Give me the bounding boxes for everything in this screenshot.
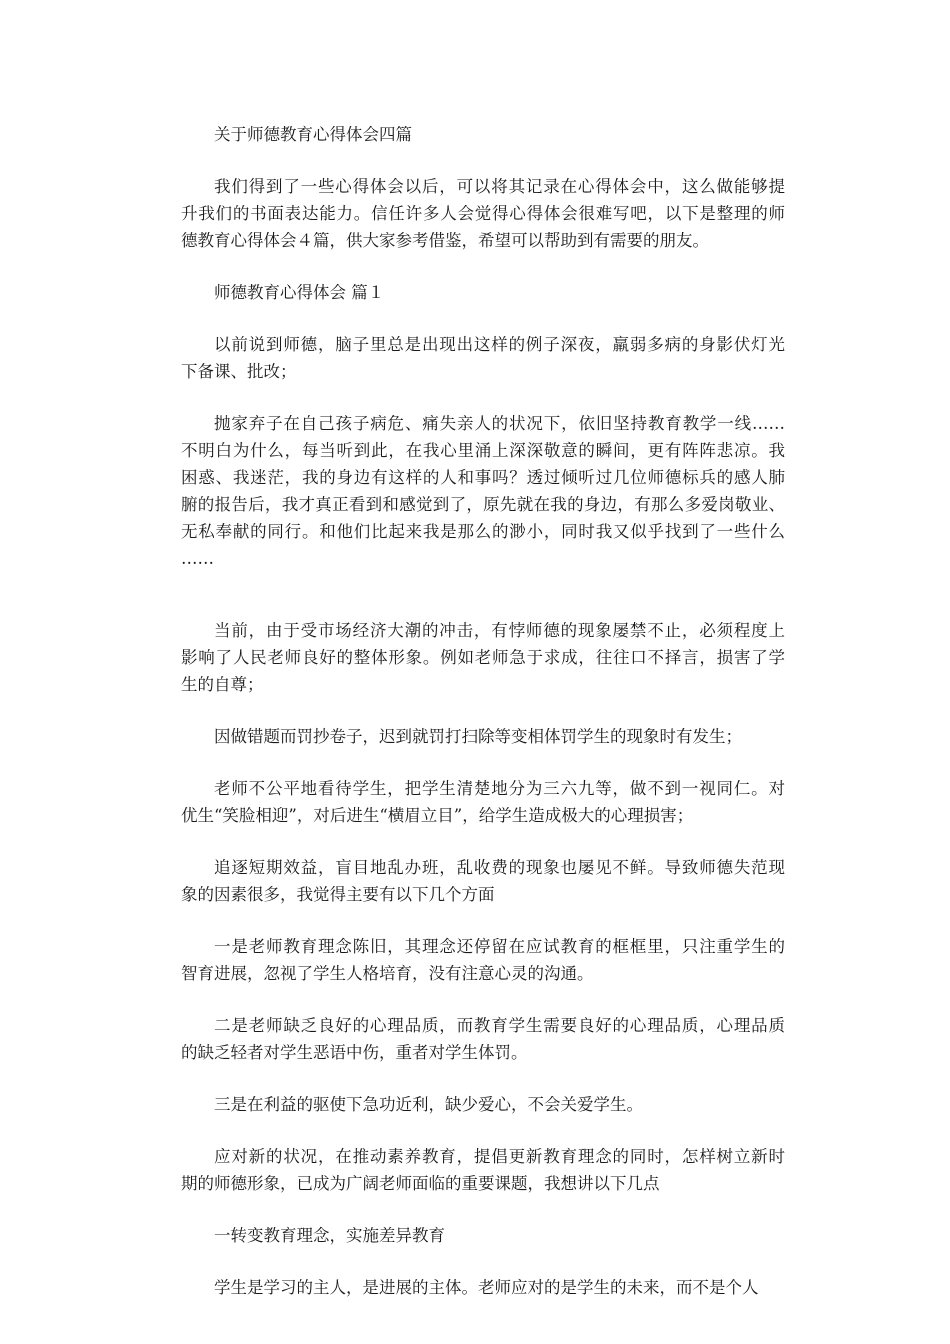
text-line: 我们得到了一些心得体会以后，可以将其记录在心得体会中，这么做能够提 <box>214 177 785 196</box>
text-line: 生的自尊； <box>181 675 264 694</box>
title-line: 关于师德教育心得体会四篇 <box>214 125 412 144</box>
text-line: 老师不公平地看待学生，把学生清楚地分为三六九等，做不到一视同仁。对 <box>214 779 785 798</box>
text-line: 当前，由于受市场经济大潮的冲击，有悖师德的现象屡禁不止，必须程度上 <box>214 621 785 640</box>
text-line: 象的因素很多，我觉得主要有以下几个方面 <box>181 885 495 904</box>
body-paragraph <box>181 617 785 698</box>
text-line: 德教育心得体会４篇，供大家参考借鉴，希望可以帮助到有需要的朋友。 <box>181 231 709 250</box>
body-paragraph <box>181 933 785 987</box>
body-paragraph <box>181 854 785 908</box>
text-line: 学生是学习的主人，是进展的主体。老师应对的是学生的未来，而不是个人 <box>214 1278 759 1297</box>
body-paragraph <box>181 723 785 750</box>
section-heading <box>181 279 785 306</box>
document-title <box>181 121 785 148</box>
text-line: 优生“笑脸相迎”，对后进生“横眉立目”，给学生造成极大的心理损害； <box>181 806 694 825</box>
text-line: 智育进展，忽视了学生人格培育，没有注意心灵的沟通。 <box>181 964 594 983</box>
text-line: 追逐短期效益，盲目地乱办班，乱收费的现象也屡见不鲜。导致师德失范现 <box>214 858 785 877</box>
text-line: 影响了人民老师良好的整体形象。例如老师急于求成，往往口不择言，损害了学 <box>181 648 785 667</box>
text-line: 抛家弃子在自己孩子病危、痛失亲人的状况下，依旧坚持教育教学一线…… <box>214 414 785 433</box>
text-line: 二是老师缺乏良好的心理品质，而教育学生需要良好的心理品质，心理品质 <box>214 1016 785 1035</box>
body-paragraphs <box>181 331 785 1301</box>
text-line: 一转变教育理念，实施差异教育 <box>214 1226 445 1245</box>
intro-paragraph <box>181 173 785 254</box>
text-line: 一是老师教育理念陈旧，其理念还停留在应试教育的框框里，只注重学生的 <box>214 937 785 956</box>
body-paragraph <box>181 1091 785 1118</box>
text-line: 的缺乏轻者对学生恶语中伤，重者对学生体罚。 <box>181 1043 528 1062</box>
text-line: 下备课、批改； <box>181 362 297 381</box>
body-paragraph <box>181 1222 785 1249</box>
text-line: 三是在利益的驱使下急功近利，缺少爱心，不会关爱学生。 <box>214 1095 643 1114</box>
body-paragraph <box>181 775 785 829</box>
text-line: 期的师德形象，已成为广阔老师面临的重要课题，我想讲以下几点 <box>181 1174 660 1193</box>
body-paragraph <box>181 410 785 572</box>
text-line: 以前说到师德，脑子里总是出现出这样的例子深夜，羸弱多病的身影伏灯光 <box>214 335 785 354</box>
body-paragraph <box>181 1274 785 1301</box>
body-paragraph <box>181 331 785 385</box>
text-line: 困惑、我迷茫，我的身边有这样的人和事吗？透过倾听过几位师德标兵的感人肺 <box>181 468 785 487</box>
text-line: 升我们的书面表达能力。信任许多人会觉得心得体会很难写吧，以下是整理的师 <box>181 204 785 223</box>
body-paragraph <box>181 1012 785 1066</box>
text-line: 不明白为什么，每当听到此，在我心里涌上深深敬意的瞬间，更有阵阵悲凉。我 <box>181 441 785 460</box>
text-line: 无私奉献的同行。和他们比起来我是那么的渺小，同时我又似乎找到了一些什么 <box>181 522 785 541</box>
text-line: 因做错题而罚抄卷子，迟到就罚打扫除等变相体罚学生的现象时有发生； <box>214 727 742 746</box>
body-paragraph <box>181 1143 785 1197</box>
document-page <box>181 121 785 1301</box>
text-line: …… <box>181 549 214 568</box>
heading-line: 师德教育心得体会 篇１ <box>214 283 385 302</box>
text-line: 腑的报告后，我才真正看到和感觉到了，原先就在我的身边，有那么多爱岗敬业、 <box>181 495 785 514</box>
text-line: 应对新的状况，在推动素养教育，提倡更新教育理念的同时，怎样树立新时 <box>214 1147 785 1166</box>
